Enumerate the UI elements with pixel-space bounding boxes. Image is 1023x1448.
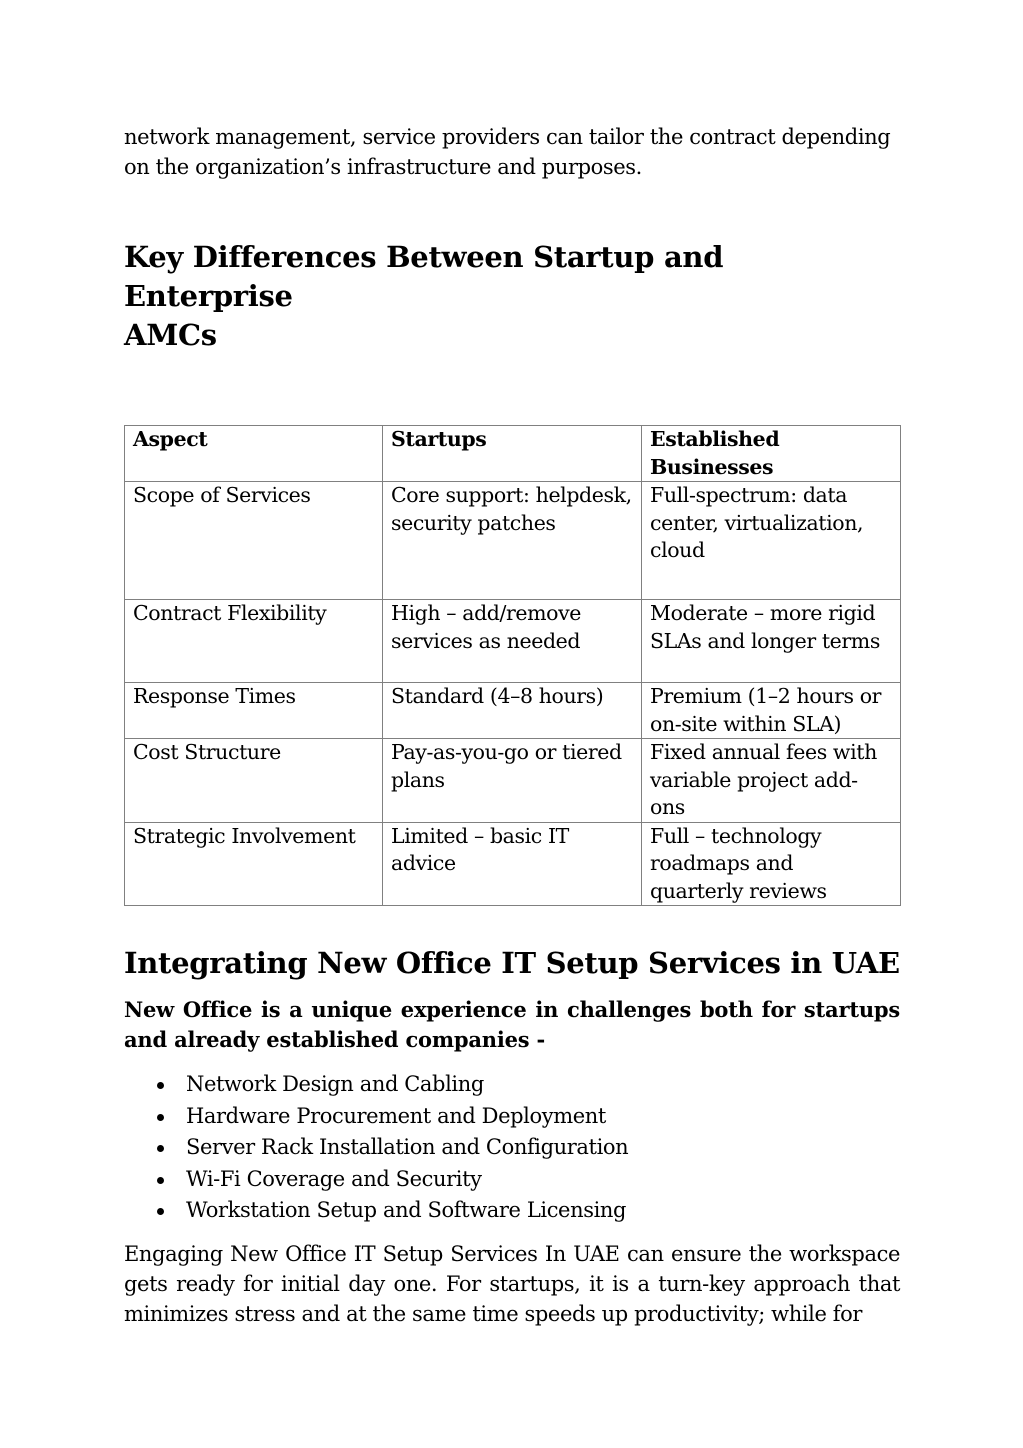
cell-established: Premium (1–2 hours or on-site within SLA) (642, 683, 901, 739)
section-heading-integrating: Integrating New Office IT Setup Services in UAE (124, 946, 900, 980)
header-aspect: Aspect (125, 426, 383, 482)
list-item-text: Network Design and Cabling (186, 1072, 484, 1096)
header-startups: Startups (383, 426, 642, 482)
table-row (125, 482, 901, 600)
list-item (124, 1101, 900, 1133)
cell-aspect: Response Times (125, 683, 383, 739)
table-row (125, 739, 901, 823)
cell-established: Moderate – more rigid SLAs and longer terms (642, 600, 901, 683)
services-list (124, 1069, 900, 1227)
cell-established: Full-spectrum: data center, virtualization, cloud (642, 482, 901, 600)
list-item (124, 1195, 900, 1227)
cell-established: Fixed annual fees with variable project add-ons (642, 739, 901, 823)
table-row (125, 600, 901, 683)
comparison-table (124, 425, 901, 906)
bullet-icon (157, 1145, 164, 1152)
list-item-text: Wi-Fi Coverage and Security (186, 1166, 482, 1191)
section-heading-key-differences (124, 238, 900, 355)
cell-aspect: Contract Flexibility (125, 600, 383, 683)
section-subheading: New Office is a unique experience in challenges both for startups and already established companies - (124, 997, 900, 1052)
cell-aspect: Scope of Services (125, 482, 383, 600)
bullet-icon (157, 1114, 164, 1121)
list-item-text: Hardware Procurement and Deployment (186, 1103, 606, 1128)
cell-startups: Standard (4–8 hours) (383, 683, 642, 739)
list-item (124, 1164, 900, 1196)
list-item-text: Server Rack Installation and Configuration (186, 1135, 629, 1159)
cell-startups: Core support: helpdesk, security patches (383, 482, 642, 600)
bullet-icon (157, 1082, 164, 1089)
bullet-icon (157, 1177, 164, 1184)
header-established: Established Businesses (642, 426, 901, 482)
heading-line-1: Key Differences Between Startup and Enterprise (124, 240, 724, 313)
table-row (125, 683, 901, 739)
cell-established: Full – technology roadmaps and quarterly reviews (642, 822, 901, 906)
cell-startups: Limited – basic IT advice (383, 822, 642, 906)
list-item (124, 1069, 900, 1101)
intro-paragraph (124, 122, 900, 182)
cell-aspect: Strategic Involvement (125, 822, 383, 906)
list-item (124, 1132, 900, 1164)
document-page (124, 122, 900, 1329)
cell-startups: High – add/remove services as needed (383, 600, 642, 683)
intro-line-2: on the organization’s infrastructure and purposes. (124, 155, 642, 179)
table-row (125, 822, 901, 906)
cell-startups: Pay-as-you-go or tiered plans (383, 739, 642, 823)
closing-paragraph: Engaging New Office IT Setup Services In UAE can ensure the workspace gets ready for initial day one. For startups, it is a turn-key approach that minimizes stress and at the same time speeds up productivity; while for (124, 1241, 900, 1326)
list-item-text: Workstation Setup and Software Licensing (186, 1198, 627, 1222)
table-header-row (125, 426, 901, 482)
cell-aspect: Cost Structure (125, 739, 383, 823)
bullet-icon (157, 1208, 164, 1215)
heading-line-2: AMCs (124, 318, 217, 352)
intro-line-1: network management, service providers can tailor the contract depending (124, 125, 891, 149)
